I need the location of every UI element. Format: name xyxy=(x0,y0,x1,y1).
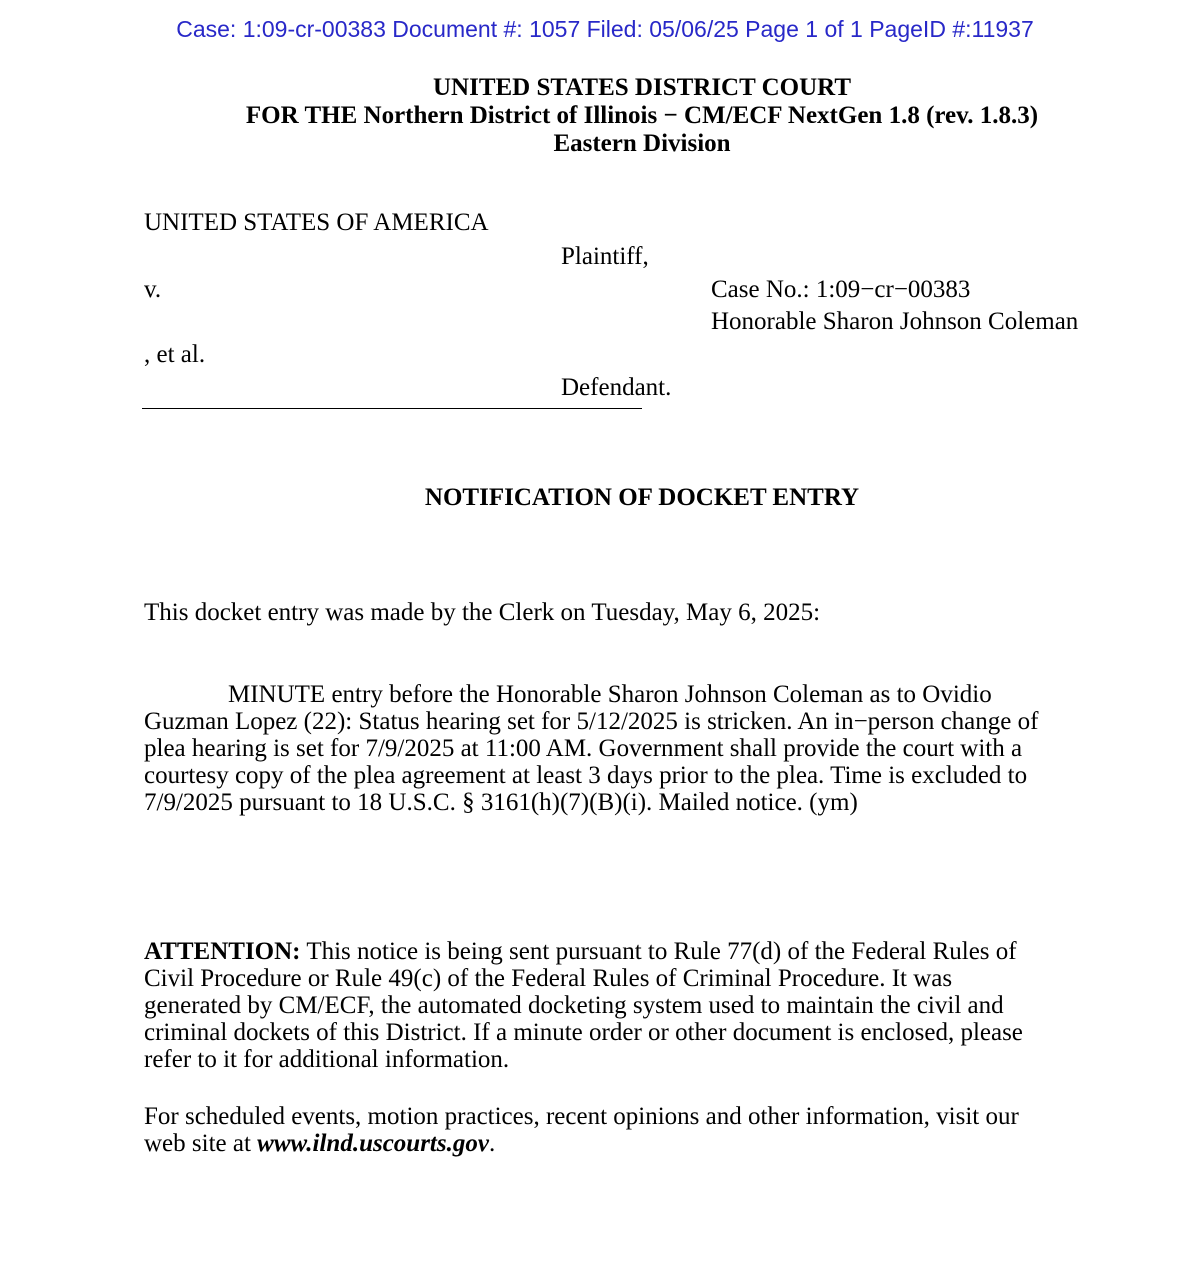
attention-line: Civil Procedure or Rule 49(c) of the Federal Rules of Criminal Procedure. It was xyxy=(144,965,953,992)
judge-name: Honorable Sharon Johnson Coleman xyxy=(711,308,1079,335)
attention-line: criminal dockets of this District. If a minute order or other document is enclosed, please xyxy=(144,1019,1023,1046)
footer-info xyxy=(144,1103,1134,1157)
defendant-name: , et al. xyxy=(144,341,206,368)
website-link[interactable]: www.ilnd.uscourts.gov xyxy=(257,1130,489,1157)
court-division: Eastern Division xyxy=(553,130,731,157)
caption-divider xyxy=(142,408,642,409)
minute-entry-line: 7/9/2025 pursuant to 18 U.S.C. § 3161(h)(7)(B)(i). Mailed notice. (ym) xyxy=(144,789,858,816)
attention-notice xyxy=(144,938,1134,1073)
case-number: Case No.: 1:09−cr−00383 xyxy=(711,276,971,303)
attention-line: refer to it for additional information. xyxy=(144,1046,510,1073)
minute-entry xyxy=(144,681,1134,816)
plaintiff-name: UNITED STATES OF AMERICA xyxy=(144,209,489,236)
attention-label: ATTENTION: xyxy=(144,938,301,965)
intro-text: This docket entry was made by the Clerk on Tuesday, May 6, 2025: xyxy=(144,599,821,626)
minute-entry-line: courtesy copy of the plea agreement at least 3 days prior to the plea. Time is excluded to xyxy=(144,762,1028,789)
minute-entry-line: plea hearing is set for 7/9/2025 at 11:00 AM. Government shall provide the court with a xyxy=(144,735,1023,762)
court-district: FOR THE Northern District of Illinois − CM/ECF NextGen 1.8 (rev. 1.8.3) xyxy=(245,102,1039,129)
versus-label: v. xyxy=(144,276,162,303)
court-name: UNITED STATES DISTRICT COURT xyxy=(433,74,851,101)
footer-line: For scheduled events, motion practices, recent opinions and other information, visit our xyxy=(144,1103,1019,1130)
footer-line-suffix: . xyxy=(488,1130,496,1157)
document-header-stamp: Case: 1:09-cr-00383 Document #: 1057 Filed: 05/06/25 Page 1 of 1 PageID #:11937 xyxy=(176,16,1034,42)
plaintiff-label: Plaintiff, xyxy=(561,243,649,270)
minute-entry-line: MINUTE entry before the Honorable Sharon Johnson Coleman as to Ovidio xyxy=(228,681,992,708)
defendant-label: Defendant. xyxy=(561,374,672,401)
footer-line-prefix: web site at xyxy=(144,1130,258,1157)
document-title: NOTIFICATION OF DOCKET ENTRY xyxy=(424,484,860,511)
attention-line: This notice is being sent pursuant to Rule 77(d) of the Federal Rules of xyxy=(300,938,1017,965)
attention-line: generated by CM/ECF, the automated docketing system used to maintain the civil and xyxy=(144,992,1004,1019)
minute-entry-line: Guzman Lopez (22): Status hearing set for 5/12/2025 is stricken. An in−person change of xyxy=(144,708,1039,735)
